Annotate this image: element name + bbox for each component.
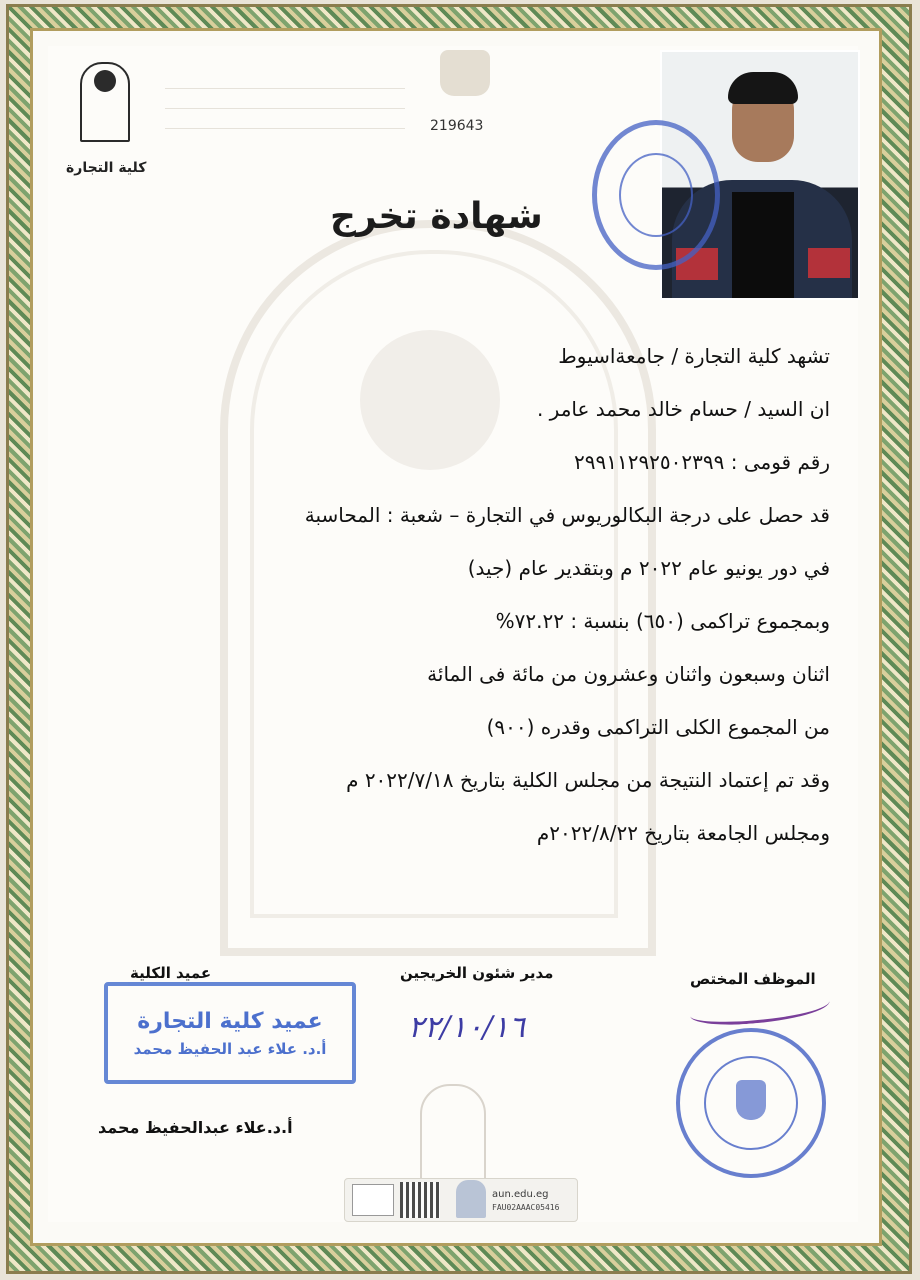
watermark-logo-icon bbox=[420, 1084, 486, 1180]
serial-number: 219643 bbox=[430, 118, 484, 134]
eagle-emblem-icon bbox=[440, 50, 490, 96]
dean-stamp-name: أ.د. علاء عبد الحفيظ محمد bbox=[133, 1039, 327, 1058]
faculty-label: كلية التجارة bbox=[66, 160, 147, 176]
university-logo-icon bbox=[80, 62, 130, 142]
body-line-university-approval: ومجلس الجامعة بتاريخ ٢٠٢٢/٨/٢٢م bbox=[536, 821, 830, 845]
verification-url[interactable]: aun.edu.eg bbox=[492, 1189, 549, 1200]
university-mini-logo-icon bbox=[456, 1180, 486, 1218]
faculty-stamp-icon bbox=[592, 120, 720, 270]
body-line-grand-total: من المجموع الكلى التراكمى وقدره (٩٠٠) bbox=[486, 715, 830, 739]
body-line-name: ان السيد / حسام خالد محمد عامر . bbox=[536, 397, 830, 421]
director-signature-date: ٢٢/١٠/١٦ bbox=[408, 1010, 525, 1045]
qr-code-icon[interactable] bbox=[400, 1182, 440, 1218]
verification-code: FAU02AAAC05416 bbox=[492, 1203, 560, 1212]
body-line-degree: قد حصل على درجة البكالوريوس في التجارة – شعبة : المحاسبة bbox=[304, 503, 830, 527]
dean-stamp-title: عميد كلية التجارة bbox=[137, 1008, 323, 1034]
reference-form-lines bbox=[165, 72, 405, 128]
university-seal-icon bbox=[676, 1028, 826, 1178]
employee-signature-label: الموظف المختص bbox=[690, 970, 816, 988]
body-line-session: في دور يونيو عام ٢٠٢٢ م وبتقدير عام (جيد) bbox=[467, 556, 830, 580]
body-line-total: وبمجموع تراكمى (٦٥٠) بنسبة : ٧٢.٢٢% bbox=[495, 609, 830, 633]
body-line-faculty: تشهد كلية التجارة / جامعةاسيوط bbox=[558, 344, 830, 368]
body-line-percentage-words: اثنان وسبعون واثنان وعشرون من مائة فى المائة bbox=[427, 662, 830, 686]
body-line-faculty-approval: وقد تم إعتماد النتيجة من مجلس الكلية بتاريخ ٢٠٢٢/٧/١٨ م bbox=[346, 768, 830, 792]
dean-stamp bbox=[104, 982, 356, 1084]
certificate-title: شهادة تخرج bbox=[330, 196, 543, 237]
dean-name: أ.د.علاء عبدالحفيظ محمد bbox=[98, 1118, 293, 1137]
body-line-national-id: رقم قومى : ٢٩٩١١٢٩٢٥٠٢٣٩٩ bbox=[573, 450, 830, 474]
dean-signature-label: عميد الكلية bbox=[130, 964, 212, 982]
verification-blank-box bbox=[352, 1184, 394, 1216]
certificate-body bbox=[210, 345, 830, 875]
director-signature-label: مدير شئون الخريجين bbox=[400, 964, 554, 982]
